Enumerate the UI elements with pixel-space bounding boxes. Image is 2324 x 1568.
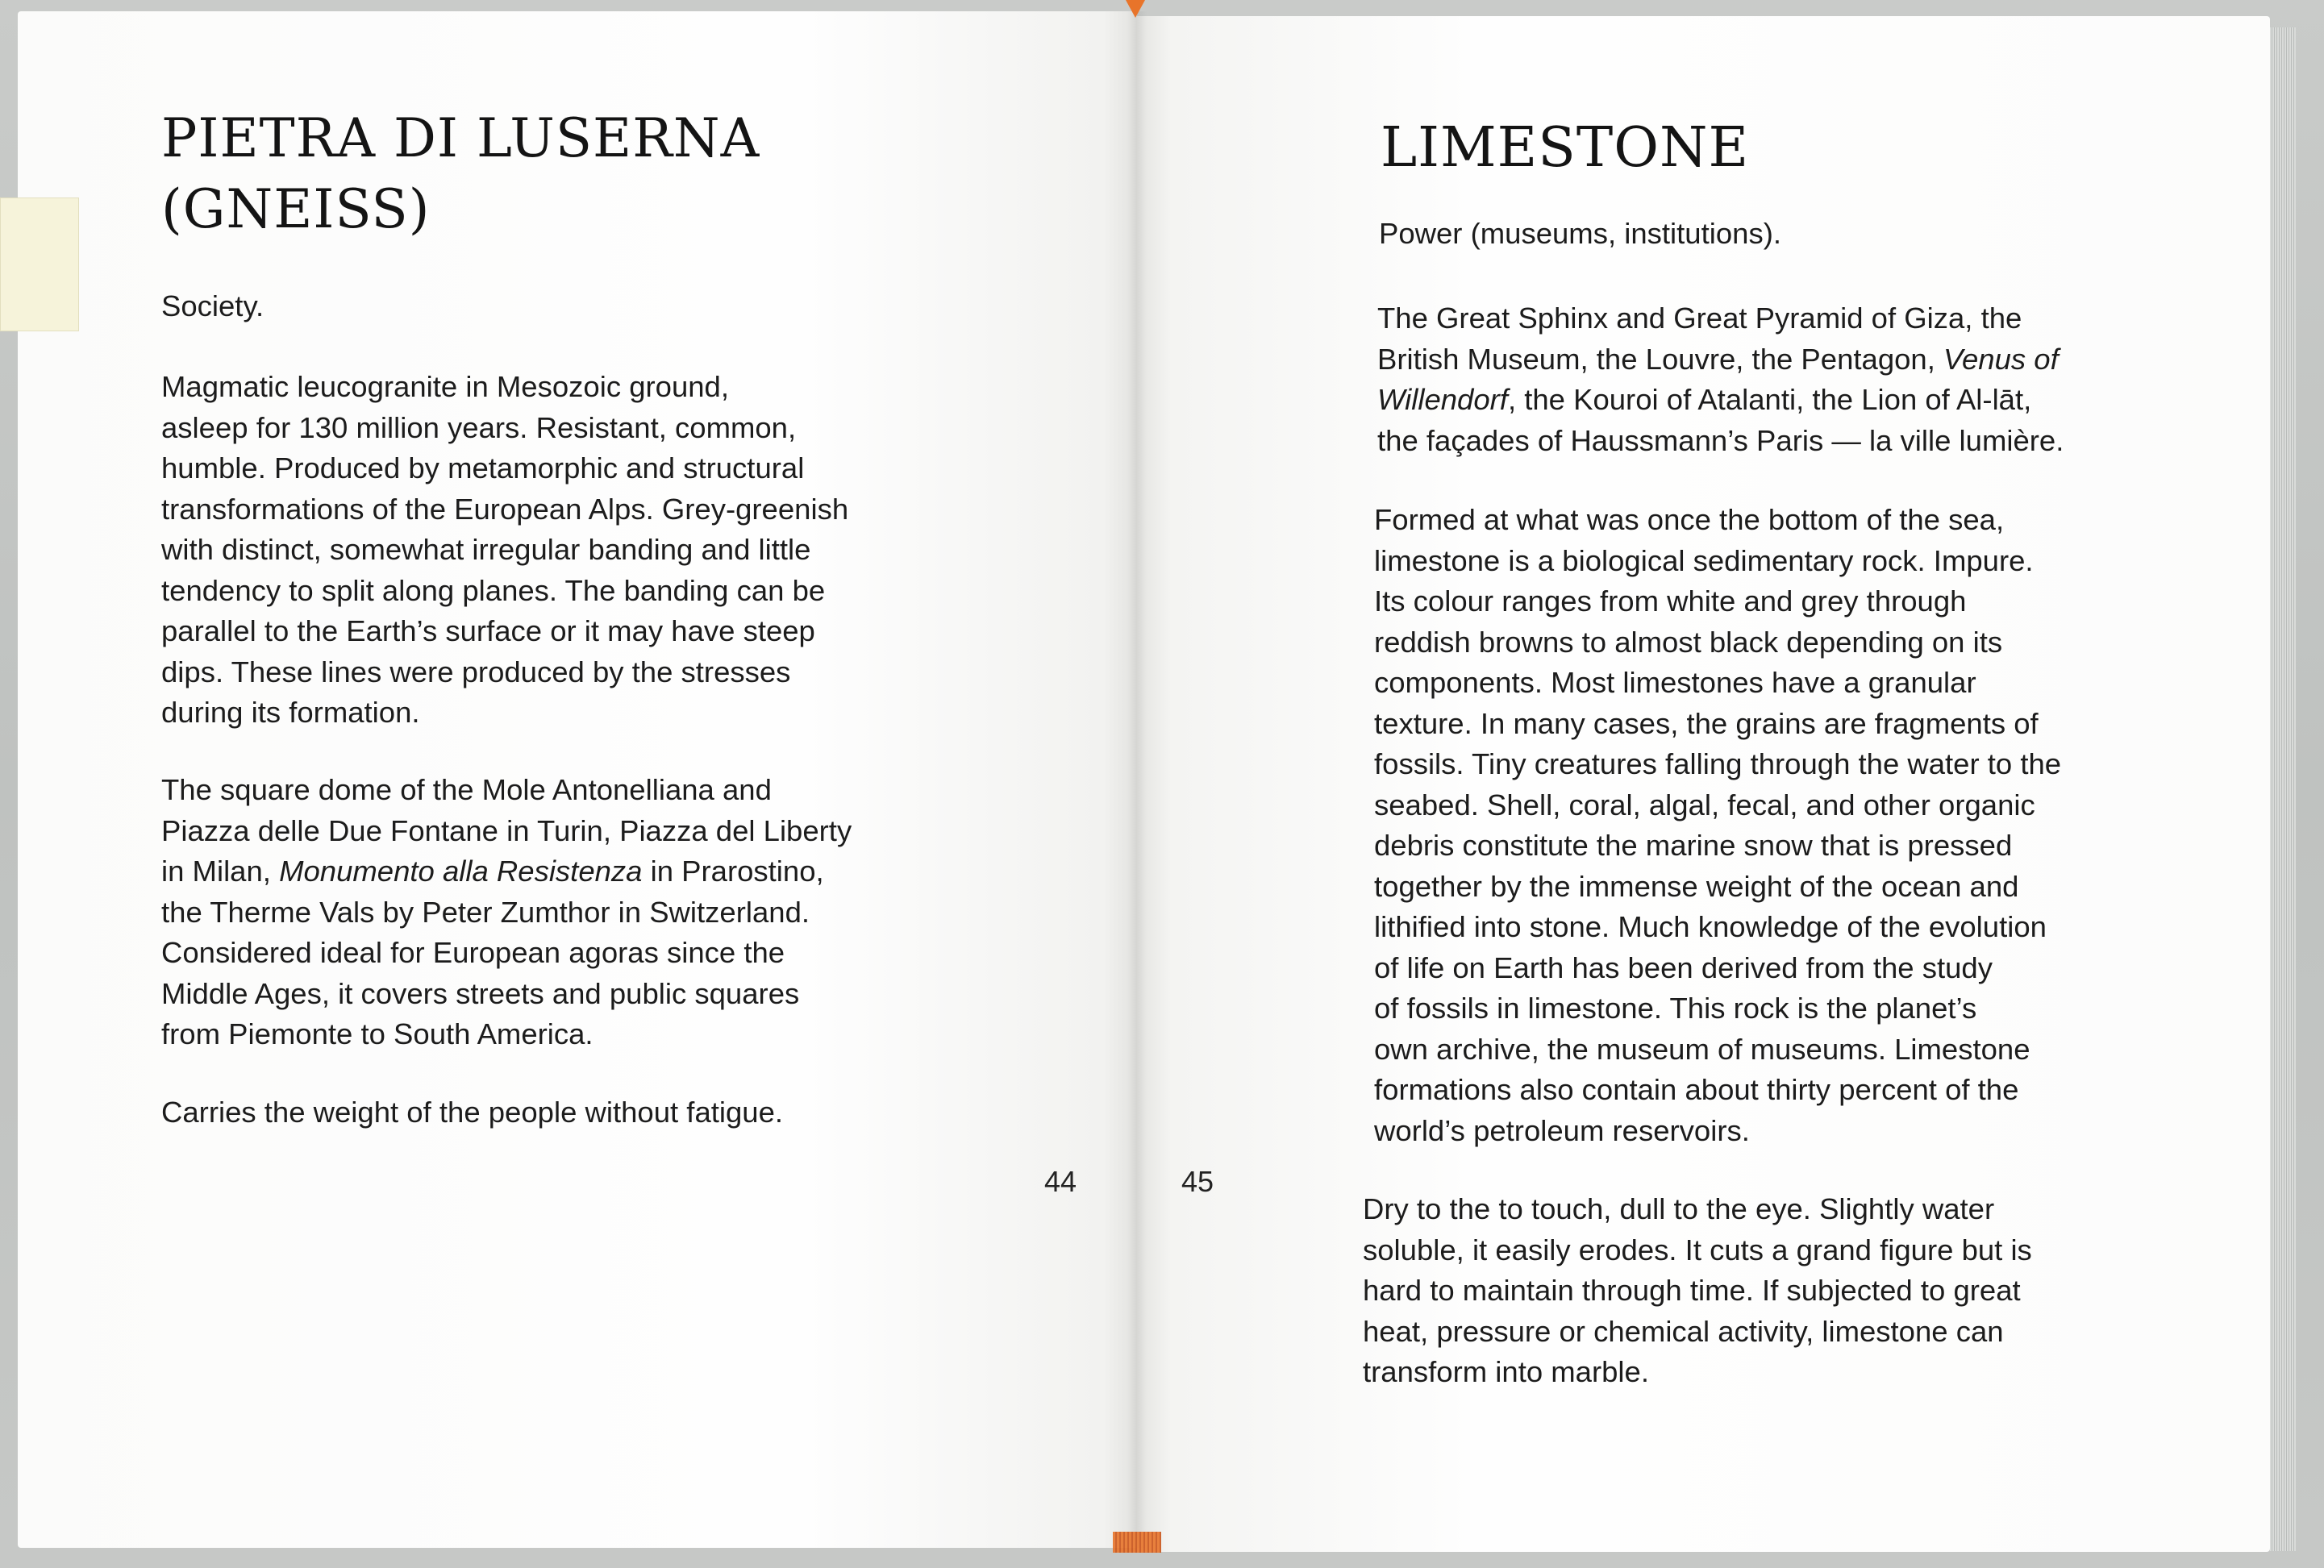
spine-tailband xyxy=(1113,1532,1161,1553)
paragraph-line: heat, pressure or chemical activity, limestone can xyxy=(1363,1314,2004,1348)
paragraph-line xyxy=(1377,380,2064,421)
paragraph-line: the façades of Haussmann’s Paris — la ville lumière. xyxy=(1377,423,2064,457)
paragraph-line: world’s petroleum reservoirs. xyxy=(1374,1113,1750,1147)
paragraph-line: asleep for 130 million years. Resistant, common, xyxy=(161,410,797,444)
paragraph-line: of fossils in limestone. This rock is the planet’s xyxy=(1374,992,1977,1025)
paragraph-line: seabed. Shell, coral, algal, fecal, and other organic xyxy=(1374,788,2035,821)
paragraph-line: during its formation. xyxy=(161,696,420,729)
paragraph-line: with distinct, somewhat irregular banding and little xyxy=(161,533,811,566)
right-page-subtitle: Power (museums, institutions). xyxy=(1379,217,1781,250)
text-run: in Milan, xyxy=(161,855,280,888)
right-page-title: LIMESTONE xyxy=(1381,116,1750,180)
spine-headband xyxy=(1126,0,1145,18)
artwork-title: Venus of xyxy=(1943,342,2059,376)
page-edges xyxy=(2270,27,2296,1551)
paragraph-line: Considered ideal for European agoras since the xyxy=(161,936,785,969)
text-run: British Museum, the Louvre, the Pentagon, xyxy=(1377,342,1944,376)
paragraph-line: dips. These lines were produced by the stresses xyxy=(161,655,791,688)
paragraph-line: of life on Earth has been derived from the study xyxy=(1374,950,1993,984)
paragraph-line: together by the immense weight of the ocean and xyxy=(1374,869,2019,903)
paragraph-line: Dry to the to touch, dull to the eye. Slightly water xyxy=(1363,1192,1995,1225)
paragraph-line: Formed at what was once the bottom of the sea, xyxy=(1374,503,2005,536)
paragraph-line: lithified into stone. Much knowledge of the evolution xyxy=(1374,910,2047,943)
paragraph-line: texture. In many cases, the grains are fragments of xyxy=(1374,706,2039,740)
paragraph-line: The Great Sphinx and Great Pyramid of Giza, the xyxy=(1377,302,2022,335)
paragraph-line: reddish browns to almost black depending on its xyxy=(1374,625,2003,659)
paragraph-line: parallel to the Earth’s surface or it may have steep xyxy=(161,614,815,647)
paragraph-line: soluble, it easily erodes. It cuts a grand figure but is xyxy=(1363,1233,2032,1266)
paragraph-line: Its colour ranges from white and grey through xyxy=(1374,584,1967,618)
paragraph-line: the Therme Vals by Peter Zumthor in Switzerland. xyxy=(161,895,810,929)
page-number-left: 44 xyxy=(1044,1165,1077,1198)
left-page-title: PIETRA DI LUSERNA (GNEISS) xyxy=(161,107,760,240)
paragraph-line: Middle Ages, it covers streets and public squares xyxy=(161,976,800,1010)
left-page-subtitle: Society. xyxy=(161,289,264,322)
left-paragraph-1 xyxy=(161,367,848,734)
paragraph-line: Magmatic leucogranite in Mesozoic ground, xyxy=(161,370,729,403)
paragraph-line xyxy=(161,851,852,892)
text-run: in Prarostino, xyxy=(642,855,824,888)
left-paragraph-2 xyxy=(161,770,852,1055)
paragraph-line: from Piemonte to South America. xyxy=(161,1017,593,1050)
paragraph-line: components. Most limestones have a granular xyxy=(1374,666,1976,699)
paragraph-line: hard to maintain through time. If subjected to great xyxy=(1363,1274,2021,1307)
paragraph-line: The square dome of the Mole Antonelliana and xyxy=(161,773,772,806)
paragraph-line: tendency to split along planes. The banding can be xyxy=(161,573,826,607)
right-paragraph-1 xyxy=(1377,298,2064,461)
paragraph-line: transform into marble. xyxy=(1363,1355,1649,1388)
book-gutter xyxy=(1127,11,1147,1548)
left-closing-line: Carries the weight of the people without fatigue. xyxy=(161,1096,784,1129)
paragraph-line: fossils. Tiny creatures falling through the water to the xyxy=(1374,747,2062,780)
paragraph-line: humble. Produced by metamorphic and structural xyxy=(161,451,805,485)
paragraph-line: own archive, the museum of museums. Limestone xyxy=(1374,1032,2030,1066)
paragraph-line: Piazza delle Due Fontane in Turin, Piazza del Liberty xyxy=(161,813,852,847)
artwork-title: Willendorf xyxy=(1377,383,1508,416)
artwork-title: Monumento alla Resistenza xyxy=(279,855,643,888)
paragraph-line: transformations of the European Alps. Grey-greenish xyxy=(161,492,849,526)
paragraph-line: limestone is a biological sedimentary rock. Impure. xyxy=(1374,543,2034,577)
text-run: , the Kouroi of Atalanti, the Lion of Al-lāt, xyxy=(1507,383,2032,416)
page-number-right: 45 xyxy=(1181,1165,1214,1198)
right-paragraph-3 xyxy=(1363,1189,2032,1393)
right-paragraph-2 xyxy=(1374,500,2061,1151)
paragraph-line xyxy=(1377,339,2064,381)
paragraph-line: formations also contain about thirty percent of the xyxy=(1374,1073,2019,1106)
paragraph-line: debris constitute the marine snow that is pressed xyxy=(1374,829,2013,862)
bookmark-note xyxy=(0,198,79,331)
